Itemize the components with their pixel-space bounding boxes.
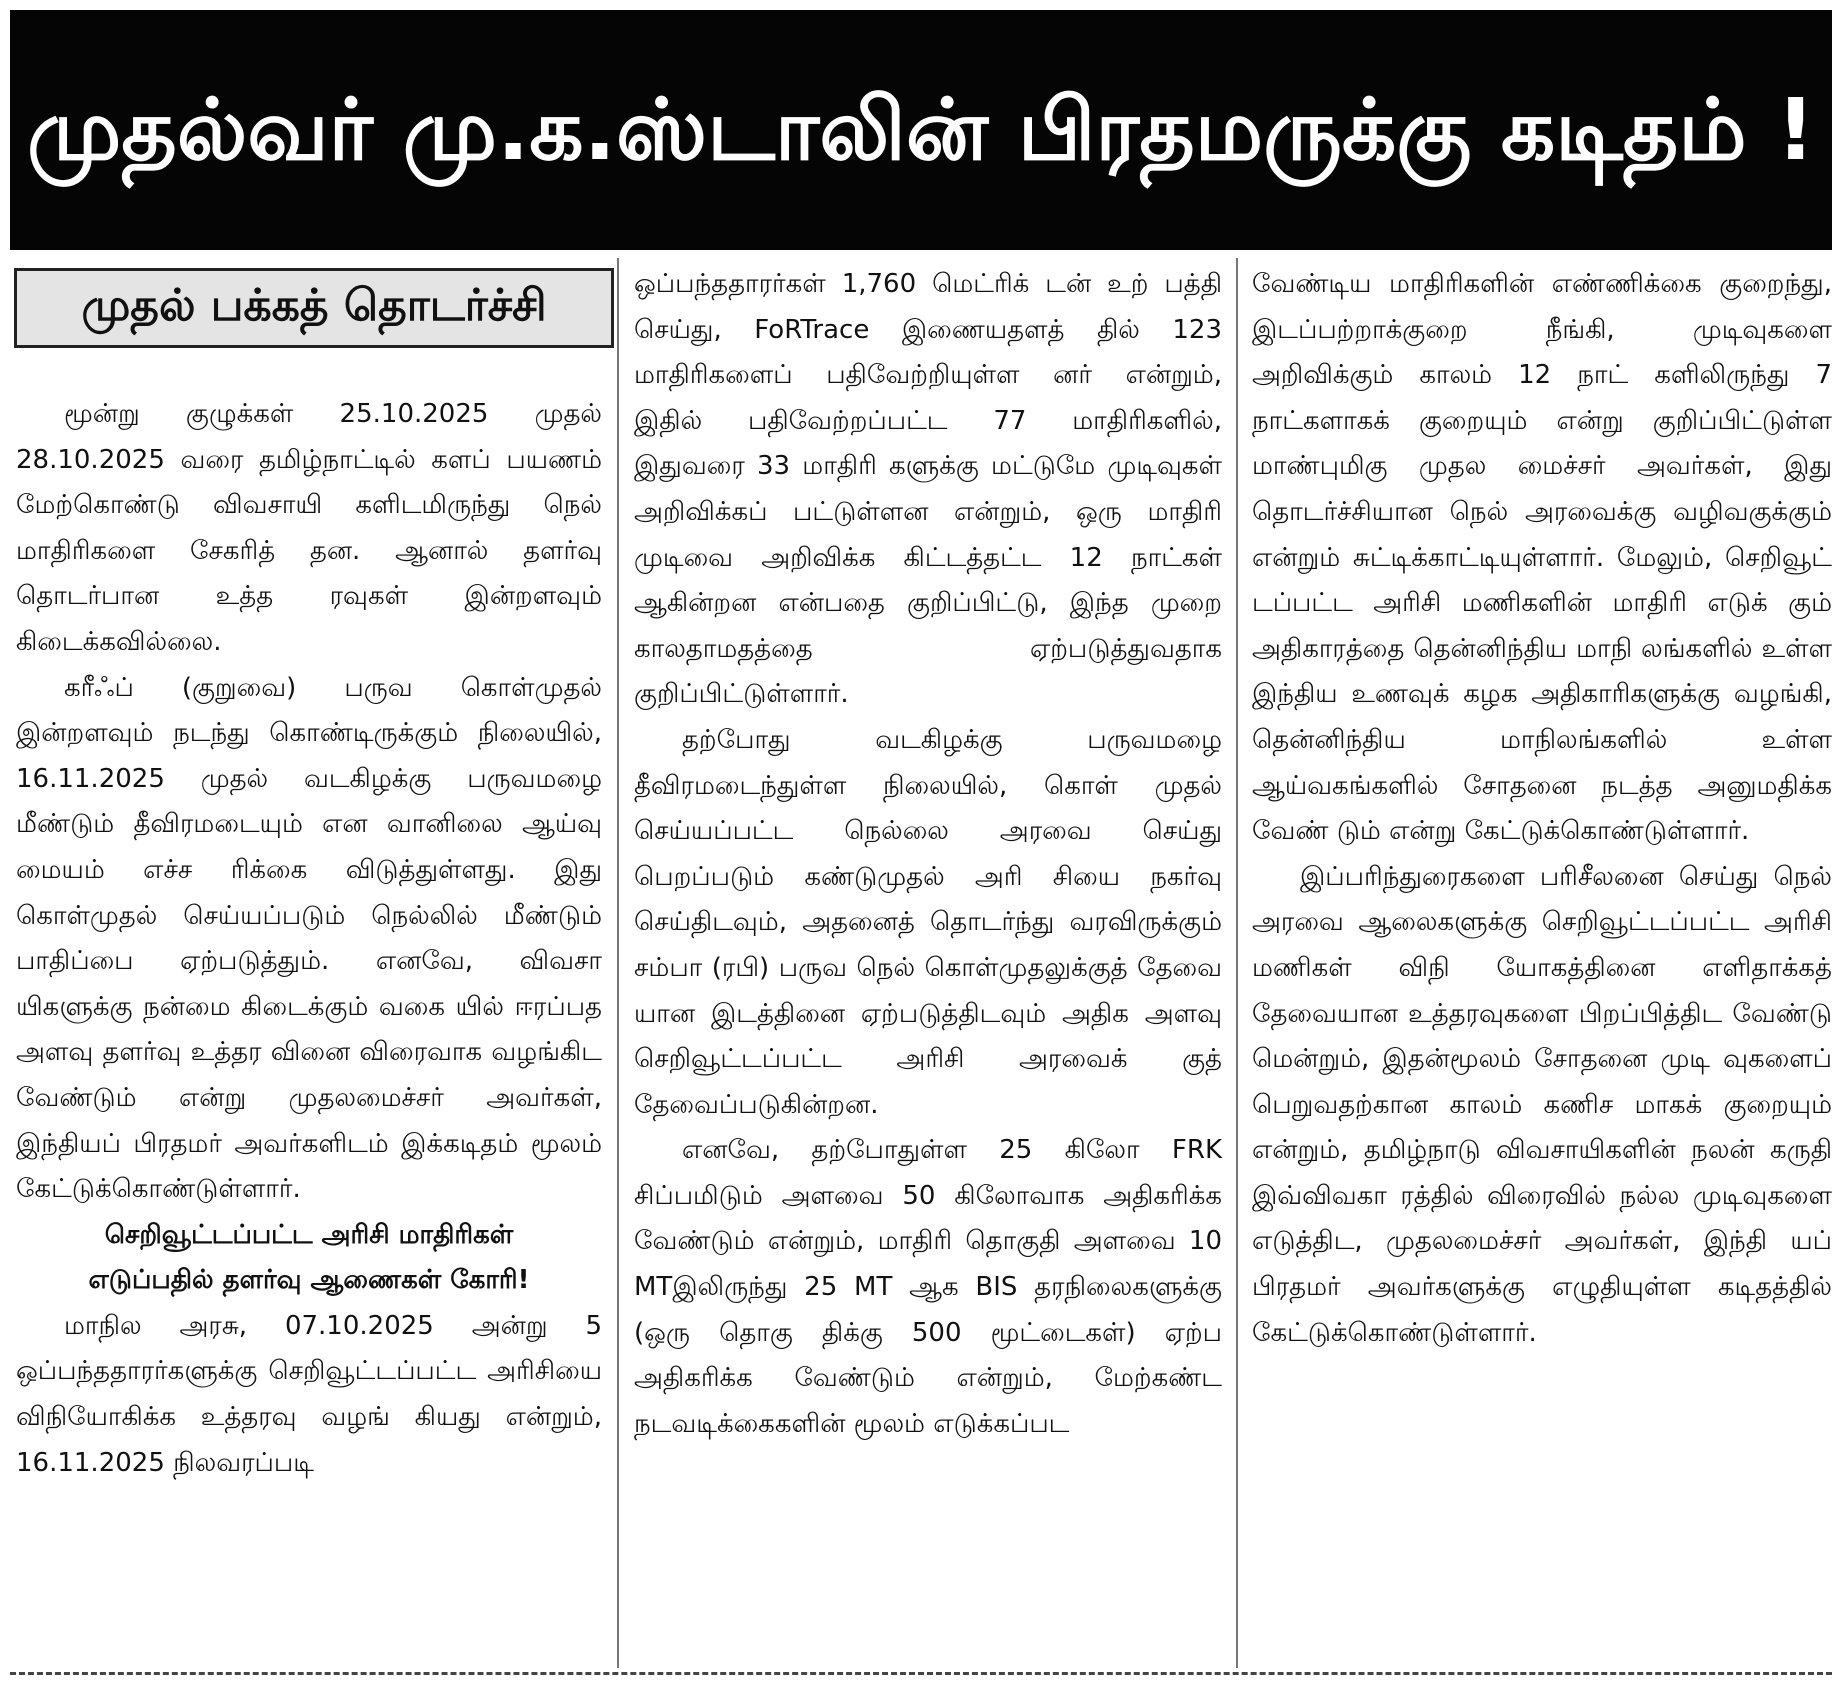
article-column-2 bbox=[634, 262, 1222, 1447]
article-column-3 bbox=[1252, 262, 1832, 1356]
paragraph: இப்பரிந்துரைகளை பரிசீலனை செய்து நெல் அரவை ஆலைகளுக்கு செறிவூட்டப்பட்ட அரிசி மணிகள் விநி யோகத்தினை எளிதாக்கத் தேவையான உத்தரவுகளை பிறப்பித்திட வேண்டு மென்றும், இதன்மூலம் சோதனை முடி வுகளைப் பெறுவதற்கான காலம் கணிச மாகக் குறையும் என்றும், தமிழ்நாடு விவசாயிகளின் நலன் கருதி இவ்விவகா ரத்தில் விரைவில் நல்ல முடிவுகளை எடுத்திட, முதலமைச்சர் அவர்கள், இந்தி யப் பிரதமர் அவர்களுக்கு எழுதியுள்ள கடிதத்தில் கேட்டுக்கொண்டுள்ளார். bbox=[1252, 861, 1832, 1348]
column-divider bbox=[1236, 258, 1238, 1668]
paragraph: மாநில அரசு, 07.10.2025 அன்று 5 ஒப்பந்ததாரர்களுக்கு செறிவூட்டப்பட்ட அரிசியை விநியோகிக்க உத்தரவு வழங் கியது என்றும், 16.11.2025 நிலவரப்படி bbox=[16, 1310, 602, 1478]
subheading-line: செறிவூட்டப்பட்ட அரிசி மாதிரிகள் bbox=[104, 1219, 514, 1250]
cut-line bbox=[10, 1672, 1832, 1675]
paragraph: ஒப்பந்ததாரர்கள் 1,760 மெட்ரிக் டன் உற் பத்தி செய்து, FoRTrace இணையதளத் தில் 123 மாதிரிகளைப் பதிவேற்றியுள்ள னர் என்றும், இதில் பதிவேற்றப்பட்ட 77 மாதிரிகளில், இதுவரை 33 மாதிரி களுக்கு மட்டுமே முடிவுகள் அறிவிக்கப் பட்டுள்ளன என்றும், ஒரு மாதிரி முடிவை அறிவிக்க கிட்டத்தட்ட 12 நாட்கள் ஆகின்றன என்பதை குறிப்பிட்டு, இந்த முறை காலதாமதத்தை ஏற்படுத்துவதாக குறிப்பிட்டுள்ளார். bbox=[634, 269, 1222, 710]
section-label-box bbox=[14, 268, 614, 348]
subheading-line: எடுப்பதில் தளர்வு ஆணைகள் கோரி! bbox=[88, 1265, 530, 1296]
subheading bbox=[16, 1213, 602, 1304]
column-divider bbox=[617, 258, 619, 1668]
paragraph: கரீஃப் (குறுவை) பருவ கொள்முதல் இன்றளவும் நடந்து கொண்டிருக்கும் நிலையில், 16.11.2025 முதல் வடகிழக்கு பருவமழை மீண்டும் தீவிரமடையும் என வானிலை ஆய்வு மையம் எச்ச ரிக்கை விடுத்துள்ளது. இது கொள்முதல் செய்யப்படும் நெல்லில் மீண்டும் பாதிப்பை ஏற்படுத்தும். எனவே, விவசா யிகளுக்கு நன்மை கிடைக்கும் வகை யில் ஈரப்பத அளவு தளர்வு உத்தர வினை விரைவாக வழங்கிட வேண்டும் என்று முதலமைச்சர் அவர்கள், இந்தியப் பிரதமர் அவர்களிடம் இக்கடிதம் மூலம் கேட்டுக்கொண்டுள்ளார். bbox=[16, 672, 602, 1205]
paragraph: தற்போது வடகிழக்கு பருவமழை தீவிரமடைந்துள்ள நிலையில், கொள் முதல் செய்யப்பட்ட நெல்லை அரவை செய்து பெறப்படும் கண்டுமுதல் அரி சியை நகர்வு செய்திடவும், அதனைத் தொடர்ந்து வரவிருக்கும் சம்பா (ரபி) பருவ நெல் கொள்முதலுக்குத் தேவை யான இடத்தினை ஏற்படுத்திடவும் அதிக அளவு செறிவூட்டப்பட்ட அரிசி அரவைக் குத் தேவைப்படுகின்றன. bbox=[634, 724, 1222, 1120]
article-column-1 bbox=[16, 392, 602, 1486]
paragraph: எனவே, தற்போதுள்ள 25 கிலோ FRK சிப்பமிடும் அளவை 50 கிலோவாக அதிகரிக்க வேண்டும் என்றும், மாதிரி தொகுதி அளவை 10 MTஇலிருந்து 25 MT ஆக BIS தரநிலைகளுக்கு (ஒரு தொகு திக்கு 500 மூட்டைகள்) ஏற்ப அதிகரிக்க வேண்டும் என்றும், மேற்கண்ட நடவடிக்கைகளின் மூலம் எடுக்கப்பட bbox=[634, 1135, 1222, 1439]
paragraph: மூன்று குழுக்கள் 25.10.2025 முதல் 28.10.2025 வரை தமிழ்நாட்டில் களப் பயணம் மேற்கொண்டு விவசாயி களிடமிருந்து நெல் மாதிரிகளை சேகரித் தன. ஆனால் தளர்வு தொடர்பான உத்த ரவுகள் இன்றளவும் கிடைக்கவில்லை. bbox=[16, 399, 602, 657]
headline-banner bbox=[10, 10, 1832, 250]
section-label: முதல் பக்கத் தொடர்ச்சி bbox=[81, 279, 547, 331]
headline: முதல்வர் மு.க.ஸ்டாலின் பிரதமருக்கு கடிதம் ! bbox=[26, 80, 1816, 180]
paragraph: வேண்டிய மாதிரிகளின் எண்ணிக்கை குறைந்து, இடப்பற்றாக்குறை நீங்கி, முடிவுகளை அறிவிக்கும் காலம் 12 நாட் களிலிருந்து 7 நாட்களாகக் குறையும் என்று குறிப்பிட்டுள்ள மாண்புமிகு முதல மைச்சர் அவர்கள், இது தொடர்ச்சியான நெல் அரவைக்கு வழிவகுக்கும் என்றும் சுட்டிக்காட்டியுள்ளார். மேலும், செறிவூட் டப்பட்ட அரிசி மணிகளின் மாதிரி எடுக் கும் அதிகாரத்தை தென்னிந்திய மாநி லங்களில் உள்ள இந்திய உணவுக் கழக அதிகாரிகளுக்கு வழங்கி, தென்னிந்திய மாநிலங்களில் உள்ள ஆய்வகங்களில் சோதனை நடத்த அனுமதிக்க வேண் டும் என்று கேட்டுக்கொண்டுள்ளார். bbox=[1252, 269, 1832, 847]
